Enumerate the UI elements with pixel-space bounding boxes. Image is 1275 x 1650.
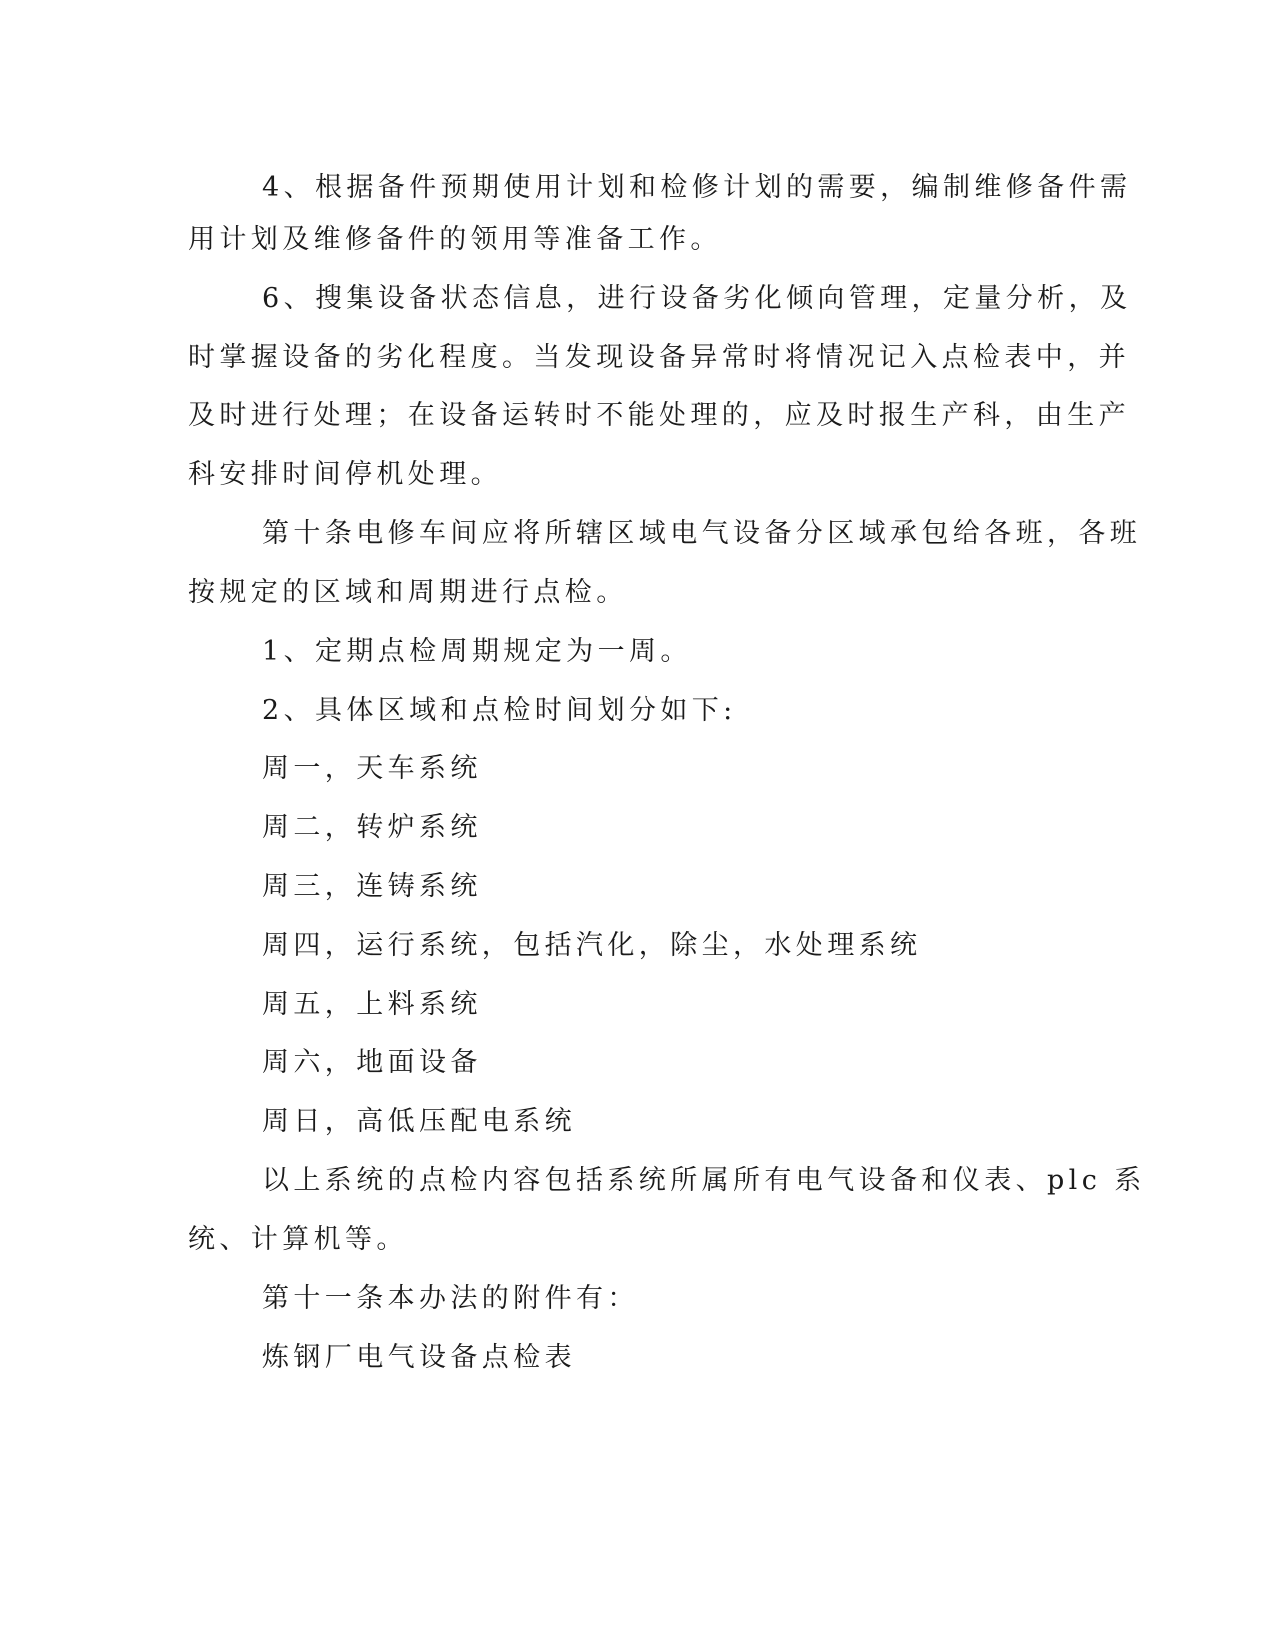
article-10-line-2: 按规定的区域和周期进行点检。 xyxy=(188,577,628,608)
attachment-title: 炼钢厂电气设备点检表 xyxy=(262,1342,576,1373)
schedule-thursday: 周四，运行系统，包括汽化，除尘，水处理系统 xyxy=(262,930,922,961)
paragraph-item-6-line-2: 时掌握设备的劣化程度。当发现设备异常时将情况记入点检表中，并 xyxy=(188,342,1130,373)
article-10-item-1: 1、定期点检周期规定为一周。 xyxy=(262,636,692,667)
paragraph-item-6-line-4: 科安排时间停机处理。 xyxy=(188,459,502,490)
schedule-saturday: 周六，地面设备 xyxy=(262,1047,482,1078)
article-10-item-2: 2、具体区域和点检时间划分如下: xyxy=(262,695,737,726)
inspection-scope-line-2: 统、计算机等。 xyxy=(188,1224,408,1255)
schedule-friday: 周五，上料系统 xyxy=(262,989,482,1020)
paragraph-item-4-line-1: 4、根据备件预期使用计划和检修计划的需要，编制维修备件需 xyxy=(262,172,1132,203)
article-10-line-1: 第十条电修车间应将所辖区域电气设备分区域承包给各班，各班 xyxy=(262,518,1142,549)
paragraph-item-4-line-2: 用计划及维修备件的领用等准备工作。 xyxy=(188,224,722,255)
inspection-scope-line-1: 以上系统的点检内容包括系统所属所有电气设备和仪表、plc 系 xyxy=(262,1165,1146,1196)
paragraph-item-6-line-3: 及时进行处理；在设备运转时不能处理的，应及时报生产科，由生产 xyxy=(188,400,1130,431)
schedule-wednesday: 周三，连铸系统 xyxy=(262,871,482,902)
schedule-monday: 周一，天车系统 xyxy=(262,753,482,784)
schedule-sunday: 周日，高低压配电系统 xyxy=(262,1106,576,1137)
schedule-tuesday: 周二，转炉系统 xyxy=(262,812,482,843)
article-11: 第十一条本办法的附件有： xyxy=(262,1283,639,1314)
paragraph-item-6-line-1: 6、搜集设备状态信息，进行设备劣化倾向管理，定量分析，及 xyxy=(262,283,1132,314)
